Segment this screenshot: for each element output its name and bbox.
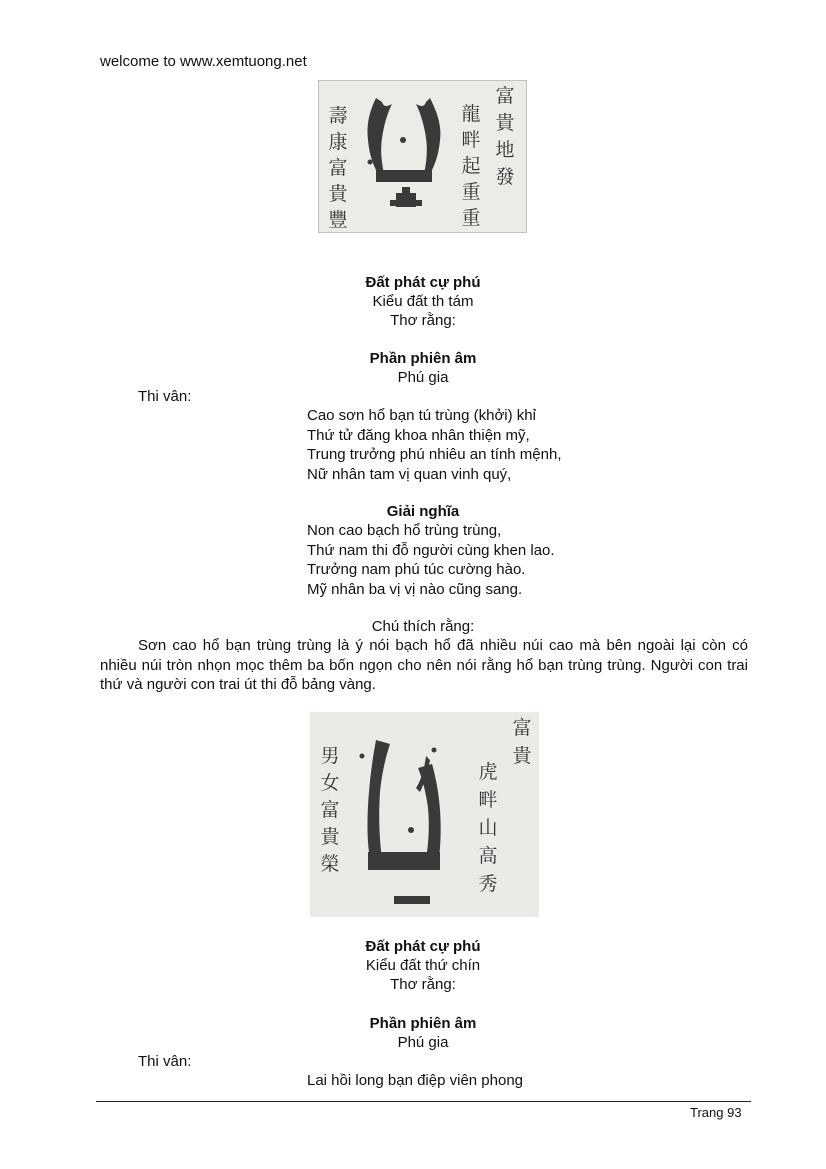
page-number: Trang 93 xyxy=(690,1105,742,1120)
translation-line: Thứ nam thi đỗ người cùng khen lao. xyxy=(307,541,555,559)
cjk-column-text: 壽康富貴豐 xyxy=(328,105,348,231)
section2-thi-van: Thi vân: xyxy=(138,1053,192,1070)
poem-line: Thứ tử đăng khoa nhân thiện mỹ, xyxy=(307,426,530,444)
cjk-column-text: 男女富貴榮 xyxy=(320,745,340,875)
cjk-column-text: 龍畔起重重 xyxy=(461,103,481,229)
section2-subtitle: Kiểu đất thứ chín xyxy=(365,957,481,974)
site-welcome: welcome to www.xemtuong.net xyxy=(100,53,307,70)
section1-thi-van: Thi vân: xyxy=(138,388,192,405)
figure2-left-column xyxy=(320,745,340,875)
section2-phien-am-heading: Phần phiên âm xyxy=(369,1015,477,1032)
cjk-column-text: 富貴地發 xyxy=(495,85,515,188)
translation-line: Mỹ nhân ba vị vị nào cũng sang. xyxy=(307,580,523,598)
section1-phien-am-heading: Phần phiên âm xyxy=(369,350,477,367)
section1-subtitle: Kiểu đất th tám xyxy=(372,293,474,310)
section2-poem xyxy=(307,1071,523,1091)
cjk-column-text: 富貴 xyxy=(512,717,532,767)
poem-line: Trung trưởng phú nhiêu an tính mệnh, xyxy=(307,446,562,463)
section1-chu-thich-heading: Chú thích rằng: xyxy=(371,618,475,635)
chu-thich-text: Sơn cao hổ bạn trùng trùng là ý nói bạch hổ đã nhiều núi cao mà bên ngoài lại còn có nhiều núi tròn nhọn mọc thêm ba bốn ngọn cho nên nói rằng hổ bạn trùng trùng. Người con trai thứ và người con trai út thi đỗ bảng vàng. xyxy=(100,637,748,693)
figure1-left-column-group xyxy=(328,105,348,231)
section2-phu-gia: Phú gia xyxy=(397,1034,449,1051)
section1-title: Đất phát cự phú xyxy=(365,274,481,291)
footer-rule xyxy=(96,1101,751,1102)
section1-tho-rang: Thơ rằng: xyxy=(390,312,456,329)
section1-poem xyxy=(307,406,561,484)
feng-shui-figure-2 xyxy=(310,712,539,917)
section1-phu-gia: Phú gia xyxy=(397,369,449,386)
translation-line: Non cao bạch hổ trùng trùng, xyxy=(307,522,502,539)
section2-title: Đất phát cự phú xyxy=(365,938,481,955)
section2-tho-rang: Thơ rằng: xyxy=(390,976,456,993)
section1-translation xyxy=(307,521,555,599)
figure1-right-column-2 xyxy=(461,103,480,229)
poem-line: Cao sơn hổ bạn tú trùng (khởi) khỉ xyxy=(307,407,536,424)
cjk-column-text: 虎畔山高秀 xyxy=(478,761,498,895)
section1-giai-nghia-heading: Giải nghĩa xyxy=(386,503,460,520)
poem-line: Lai hồi long bạn điệp viên phong xyxy=(307,1072,524,1089)
section1-chu-thich-paragraph xyxy=(100,636,748,695)
feng-shui-figure-1 xyxy=(318,80,527,233)
poem-line: Nữ nhân tam vị quan vinh quý, xyxy=(307,465,512,483)
translation-line: Trưởng nam phú túc cường hào. xyxy=(307,561,526,578)
figure2-right-column-2 xyxy=(478,761,497,895)
